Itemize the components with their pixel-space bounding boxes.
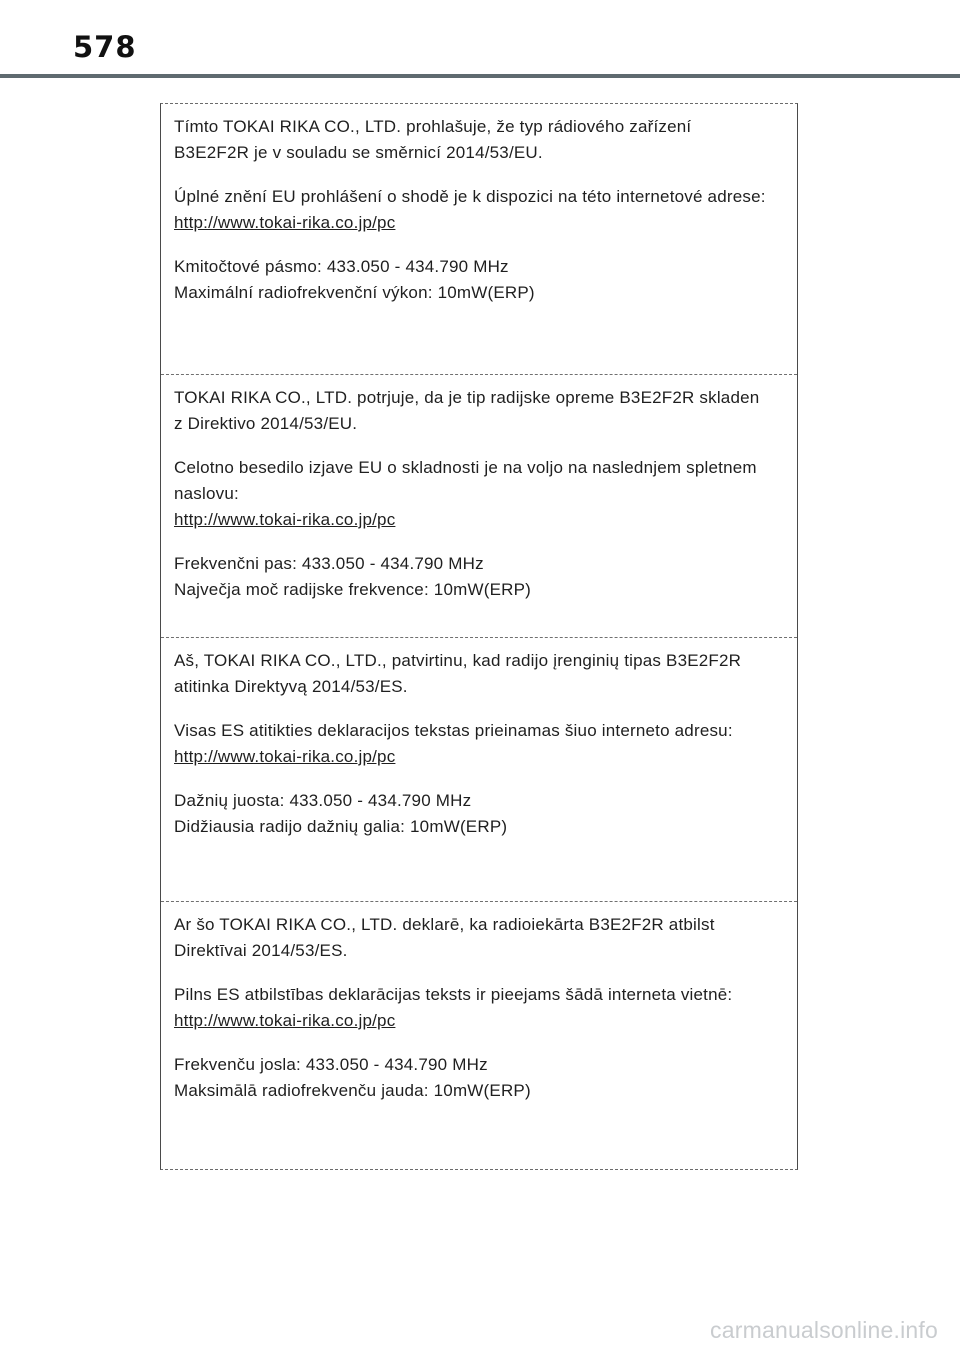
availability-text: Visas ES atitikties deklaracijos tekstas prieinamas šiuo interneto adresu: bbox=[174, 721, 733, 740]
max-power: Največja moč radijske frekvence: 10mW(ERP) bbox=[174, 580, 531, 599]
declaration-table bbox=[160, 103, 798, 1170]
page-number: 578 bbox=[73, 30, 137, 64]
declaration-link[interactable]: http://www.tokai-rika.co.jp/pc bbox=[174, 213, 396, 232]
conformity-statement: Ar šo TOKAI RIKA CO., LTD. deklarē, ka radioiekārta B3E2F2R atbilst Direktīvai 2014/53/ES. bbox=[174, 915, 715, 960]
max-power: Didžiausia radijo dažnių galia: 10mW(ERP) bbox=[174, 817, 508, 836]
conformity-statement: TOKAI RIKA CO., LTD. potrjuje, da je tip radijske opreme B3E2F2R skladen z Direktivo 2014/53/EU. bbox=[174, 388, 760, 433]
header-divider bbox=[0, 74, 960, 78]
frequency-band: Frekvenču josla: 433.050 - 434.790 MHz bbox=[174, 1055, 488, 1074]
frequency-band: Dažnių juosta: 433.050 - 434.790 MHz bbox=[174, 791, 472, 810]
frequency-band: Frekvenčni pas: 433.050 - 434.790 MHz bbox=[174, 554, 484, 573]
conformity-statement: Tímto TOKAI RIKA CO., LTD. prohlašuje, že typ rádiového zařízení B3E2F2R je v souladu se směrnicí 2014/53/EU. bbox=[174, 117, 692, 162]
conformity-statement: Aš, TOKAI RIKA CO., LTD., patvirtinu, kad radijo įrenginių tipas B3E2F2R atitinka Direktyvą 2014/53/ES. bbox=[174, 651, 742, 696]
declaration-czech bbox=[161, 104, 797, 374]
availability-text: Úplné znění EU prohlášení o shodě je k dispozici na této internetové adrese: bbox=[174, 187, 766, 206]
max-power: Maksimālā radiofrekvenču jauda: 10mW(ERP) bbox=[174, 1081, 531, 1100]
watermark: carmanualsonline.info bbox=[710, 1317, 938, 1343]
frequency-band: Kmitočtové pásmo: 433.050 - 434.790 MHz bbox=[174, 257, 509, 276]
declaration-link[interactable]: http://www.tokai-rika.co.jp/pc bbox=[174, 1011, 396, 1030]
declaration-slovenian bbox=[161, 374, 797, 637]
declaration-latvian bbox=[161, 901, 797, 1169]
declaration-link[interactable]: http://www.tokai-rika.co.jp/pc bbox=[174, 510, 396, 529]
availability-text: Pilns ES atbilstības deklarācijas teksts ir pieejams šādā interneta vietnē: bbox=[174, 985, 733, 1004]
max-power: Maximální radiofrekvenční výkon: 10mW(ERP) bbox=[174, 283, 535, 302]
declaration-lithuanian bbox=[161, 637, 797, 901]
availability-text: Celotno besedilo izjave EU o skladnosti je na voljo na naslednjem spletnem naslovu: bbox=[174, 458, 757, 503]
declaration-link[interactable]: http://www.tokai-rika.co.jp/pc bbox=[174, 747, 396, 766]
